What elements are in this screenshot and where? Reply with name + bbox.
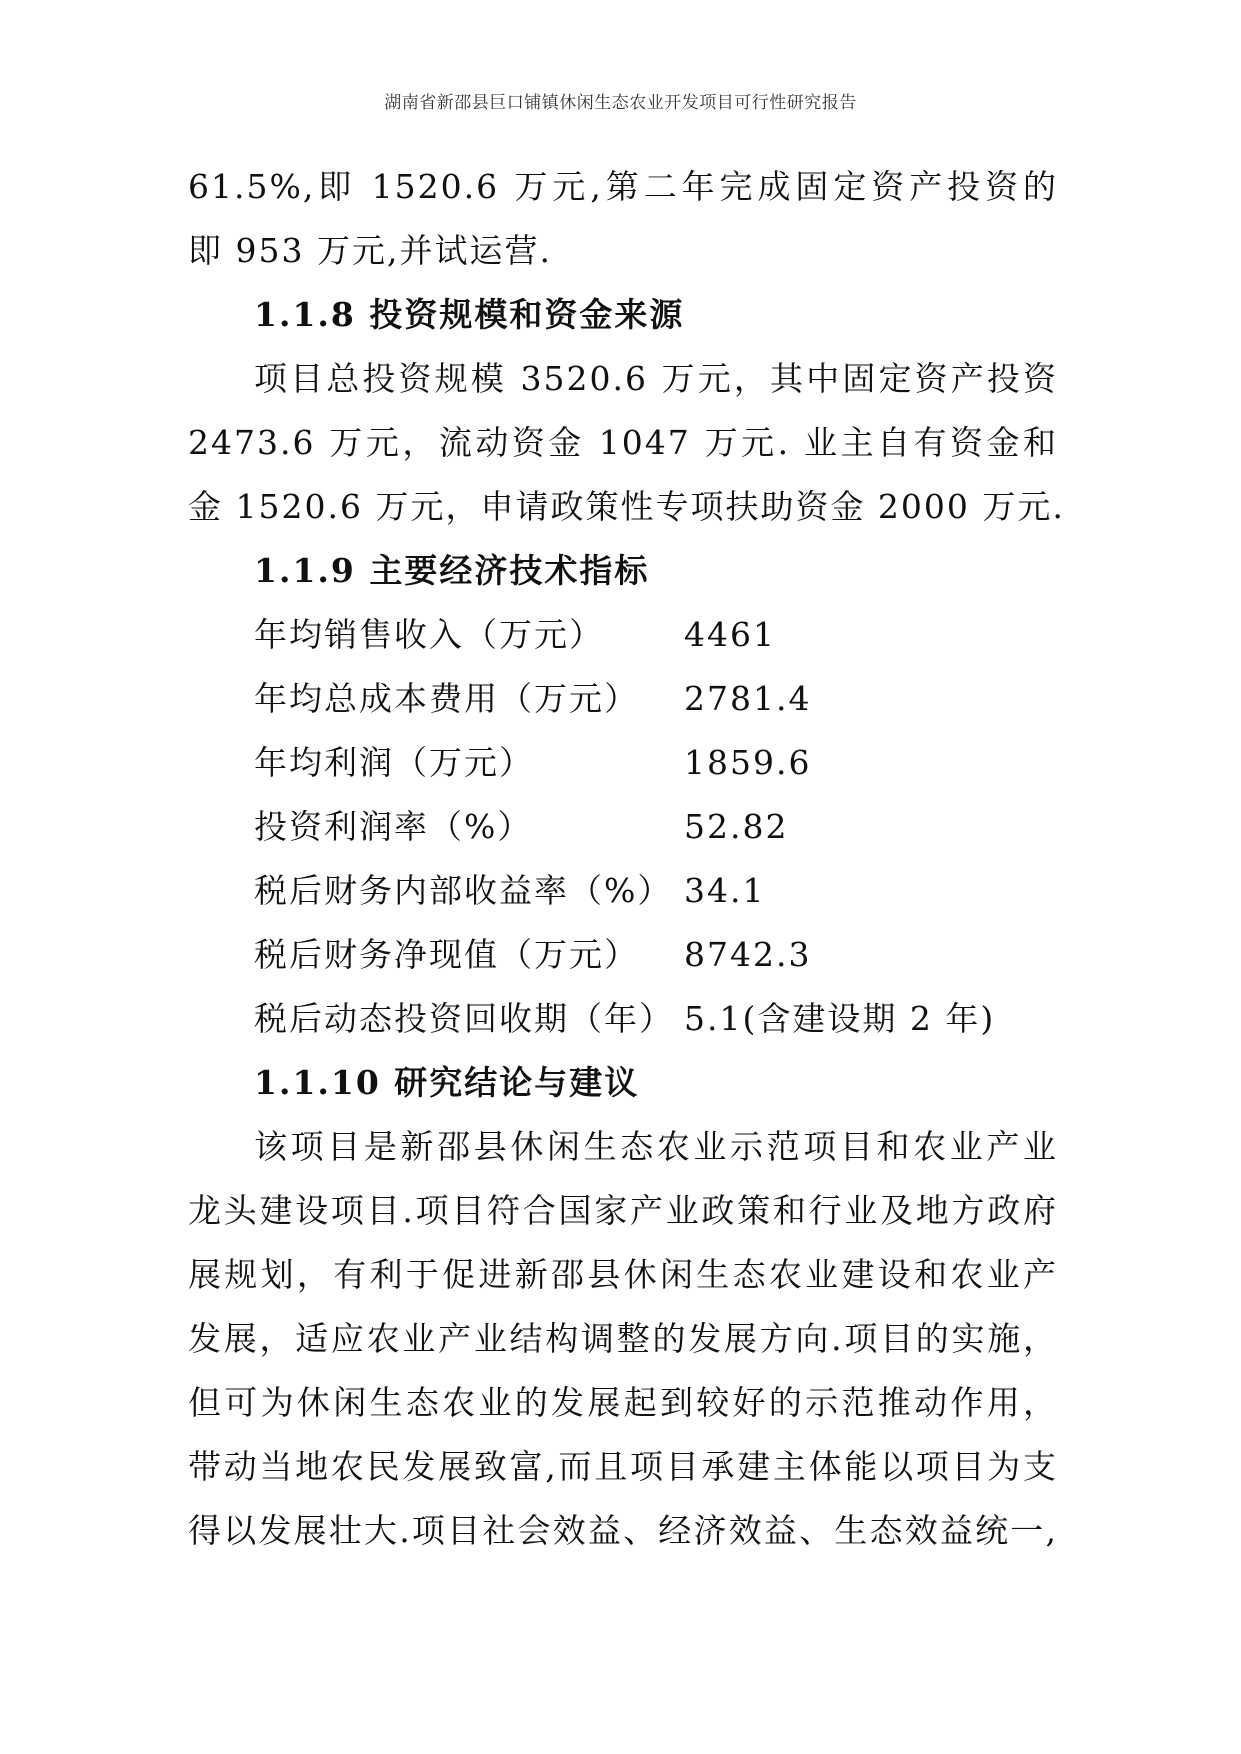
metric-value: 2781.4 — [684, 679, 812, 718]
section-heading-1-1-9: 1.1.9 主要经济技术指标 — [254, 551, 650, 590]
metric-label: 年均利润（万元） — [254, 743, 534, 782]
paragraph-line: 龙头建设项目.项目符合国家产业政策和行业及地方政府 — [188, 1191, 1058, 1230]
section-heading-1-1-10: 1.1.10 研究结论与建议 — [254, 1063, 640, 1102]
metric-label: 年均销售收入（万元） — [254, 615, 604, 654]
metric-value: 4461 — [684, 615, 776, 654]
metric-row — [188, 731, 1058, 795]
paragraph-line: 2473.6 万元，流动资金 1047 万元. 业主自有资金和 — [188, 423, 1058, 462]
metric-value: 8742.3 — [684, 935, 812, 974]
metric-label: 税后财务净现值（万元） — [254, 935, 639, 974]
metric-row — [188, 603, 1058, 667]
paragraph-line: 项目总投资规模 3520.6 万元，其中固定资产投资 — [254, 359, 1058, 398]
metric-value: 5.1(含建设期 2 年) — [684, 999, 996, 1038]
metric-row — [188, 667, 1058, 731]
metric-row — [188, 987, 1058, 1051]
metric-value: 1859.6 — [684, 743, 812, 782]
paragraph-line: 金 1520.6 万元，申请政策性专项扶助资金 2000 万元. — [188, 487, 1065, 526]
metric-row — [188, 859, 1058, 923]
paragraph-line: 带动当地农民发展致富,而且项目承建主体能以项目为支 — [188, 1447, 1058, 1486]
metric-value: 52.82 — [684, 807, 789, 846]
metric-label: 税后动态投资回收期（年） — [254, 999, 674, 1038]
paragraph-line: 发展，适应农业产业结构调整的发展方向.项目的实施， — [188, 1319, 1058, 1358]
paragraph-line: 该项目是新邵县休闲生态农业示范项目和农业产业 — [254, 1127, 1058, 1166]
metric-label: 年均总成本费用（万元） — [254, 679, 639, 718]
running-header: 湖南省新邵县巨口铺镇休闲生态农业开发项目可行性研究报告 — [384, 93, 857, 113]
metric-label: 投资利润率（%） — [254, 807, 533, 846]
paragraph-line: 即 953 万元,并试运营. — [188, 231, 552, 270]
paragraph-line: 得以发展壮大.项目社会效益、经济效益、生态效益统一, — [188, 1511, 1058, 1550]
document-body — [188, 155, 1065, 1563]
metric-value: 34.1 — [684, 871, 766, 910]
paragraph-line: 但可为休闲生态农业的发展起到较好的示范推动作用， — [188, 1383, 1058, 1422]
paragraph-line: 61.5%,即 1520.6 万元,第二年完成固定资产投资的 — [188, 167, 1058, 206]
paragraph-line: 展规划，有利于促进新邵县休闲生态农业建设和农业产 — [188, 1255, 1058, 1294]
metric-label: 税后财务内部收益率（%） — [254, 871, 673, 910]
metric-row — [188, 923, 1058, 987]
section-heading-1-1-8: 1.1.8 投资规模和资金来源 — [254, 295, 685, 334]
metric-row — [188, 795, 1058, 859]
